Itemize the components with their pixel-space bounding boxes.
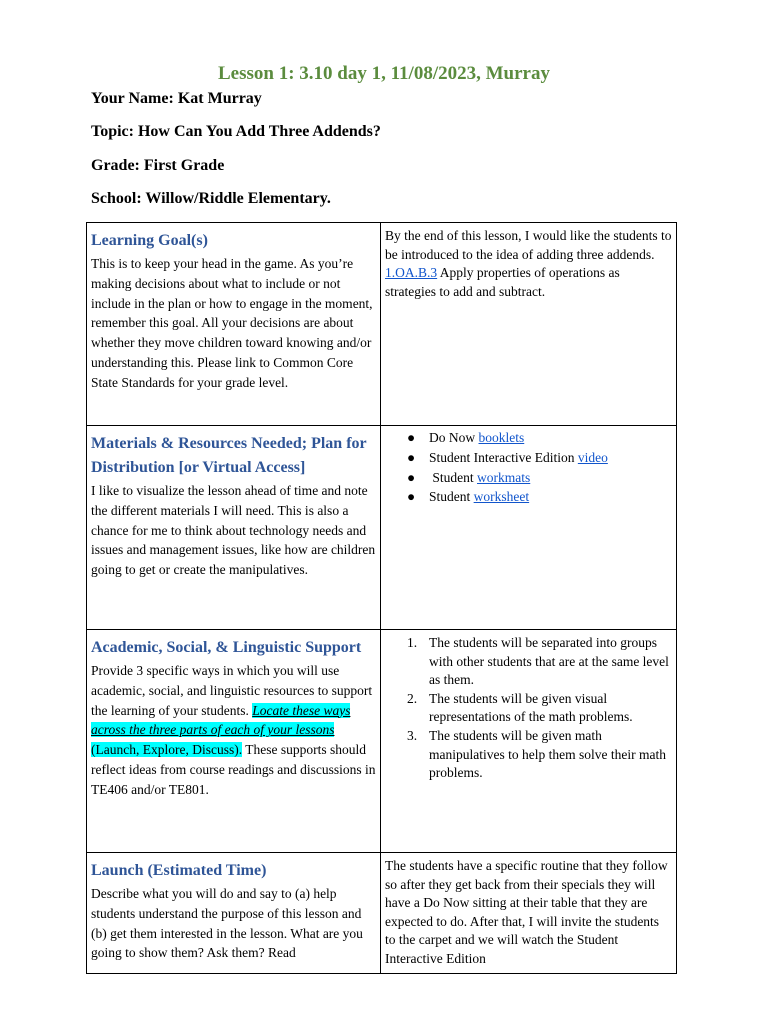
name-label: Your Name: xyxy=(91,90,174,107)
bullet-icon: ● xyxy=(407,469,416,485)
school-value: Willow/Riddle Elementary. xyxy=(145,190,331,207)
materials-description: I like to visualize the lesson ahead of time and note the different materials I will need. This is also a chance for me to think about technology needs and issues and management issues, like how are children going to get or create the manipulatives. xyxy=(91,483,376,578)
list-item-text: Do Now xyxy=(429,430,479,445)
list-number: 3. xyxy=(407,727,418,743)
list-item xyxy=(407,727,672,783)
name-line xyxy=(91,89,262,109)
list-item-text: Student xyxy=(429,489,474,505)
lesson-plan-table xyxy=(86,222,677,974)
grade-value: First Grade xyxy=(143,157,225,174)
learning-goal-prompt-cell xyxy=(87,223,381,426)
list-item-text: The students will be separated into groups with other students that are at the same level as them. xyxy=(429,635,669,688)
support-heading: Academic, Social, & Linguistic Support xyxy=(91,639,362,656)
standard-link[interactable]: 1.OA.B.3 xyxy=(385,265,438,280)
list-item xyxy=(407,487,672,507)
booklets-link[interactable]: booklets xyxy=(478,430,525,445)
list-item xyxy=(407,690,672,727)
topic-label: Topic: xyxy=(91,123,134,140)
materials-response-cell xyxy=(381,426,677,630)
learning-goal-heading: Learning Goal(s) xyxy=(91,232,208,249)
learning-goal-response xyxy=(385,227,672,301)
list-number: 2. xyxy=(407,690,418,706)
grade-line xyxy=(91,156,224,176)
list-number: 1. xyxy=(407,635,418,650)
support-highlighted-text: Locate these ways across the three parts of each of your lessons xyxy=(91,702,351,738)
list-item xyxy=(407,448,672,468)
support-parenthetical: (Launch, Explore, Discuss). xyxy=(91,742,243,758)
materials-list xyxy=(385,428,672,507)
table-row-launch xyxy=(87,853,677,974)
workmats-link[interactable]: workmats xyxy=(477,469,531,485)
topic-line xyxy=(91,122,381,142)
list-item xyxy=(407,468,672,488)
name-value: Kat Murray xyxy=(177,90,262,107)
list-item xyxy=(407,634,672,690)
list-item-text: Student Interactive Edition xyxy=(429,449,578,465)
list-item-text: Student xyxy=(429,469,478,485)
school-line xyxy=(91,189,331,209)
table-row-support xyxy=(87,630,677,853)
topic-value: How Can You Add Three Addends? xyxy=(137,123,381,140)
learning-goal-response-text: By the end of this lesson, I would like the students to be introduced to the idea of adding three addends. xyxy=(385,228,672,262)
bullet-icon: ● xyxy=(407,449,416,465)
learning-goal-description: This is to keep your head in the game. As you’re making decisions about what to include or not include in the plan or how to engage in the moment, remember this goal. All your decisions are about whether they move children toward knowing and/or understanding this. Please link to Common Core State Standards for your grade level. xyxy=(91,256,373,390)
list-item-text: The students will be given visual representations of the math problems. xyxy=(429,690,633,725)
standard-text: Apply properties of operations as strategies to add and subtract. xyxy=(385,265,620,299)
support-prompt-cell xyxy=(87,630,381,853)
support-response-cell xyxy=(381,630,677,853)
worksheet-link[interactable]: worksheet xyxy=(473,489,530,505)
learning-goal-response-cell xyxy=(381,223,677,426)
launch-description: Describe what you will do and say to (a) help students understand the purpose of this lesson and (b) get them interested in the lesson. What are you going to show them? Ask them? Read xyxy=(91,886,363,961)
video-link[interactable]: video xyxy=(577,449,608,465)
table-row-learning-goal xyxy=(87,223,677,426)
table-row-materials xyxy=(87,426,677,630)
support-list xyxy=(385,634,672,783)
launch-response-cell xyxy=(381,853,677,974)
list-item xyxy=(407,428,672,448)
support-description xyxy=(91,661,376,800)
bullet-icon: ● xyxy=(407,430,416,445)
lesson-title: Lesson 1: 3.10 day 1, 11/08/2023, Murray xyxy=(218,63,550,84)
materials-heading: Materials & Resources Needed; Plan for Distribution [or Virtual Access] xyxy=(91,435,367,476)
launch-heading: Launch (Estimated Time) xyxy=(91,862,267,879)
support-description-tail: These supports should reflect ideas from course readings and discussions in TE406 and/or TE801. xyxy=(91,742,376,797)
launch-prompt-cell xyxy=(87,853,381,974)
materials-prompt-cell xyxy=(87,426,381,630)
bullet-icon: ● xyxy=(407,489,416,505)
launch-response: The students have a specific routine that they follow so after they get back from their specials they will have a Do Now sitting at their table that they are expected to do. After that, I will invite the students to the carpet and we will watch the Student Interactive Edition xyxy=(385,858,668,966)
school-label: School: xyxy=(91,190,142,207)
support-description-text: Provide 3 specific ways in which you will use academic, social, and linguistic resources to support the learning of your students. xyxy=(91,663,373,718)
grade-label: Grade: xyxy=(91,157,140,174)
list-item-text: The students will be given math manipulatives to help them solve their math problems. xyxy=(429,727,666,781)
